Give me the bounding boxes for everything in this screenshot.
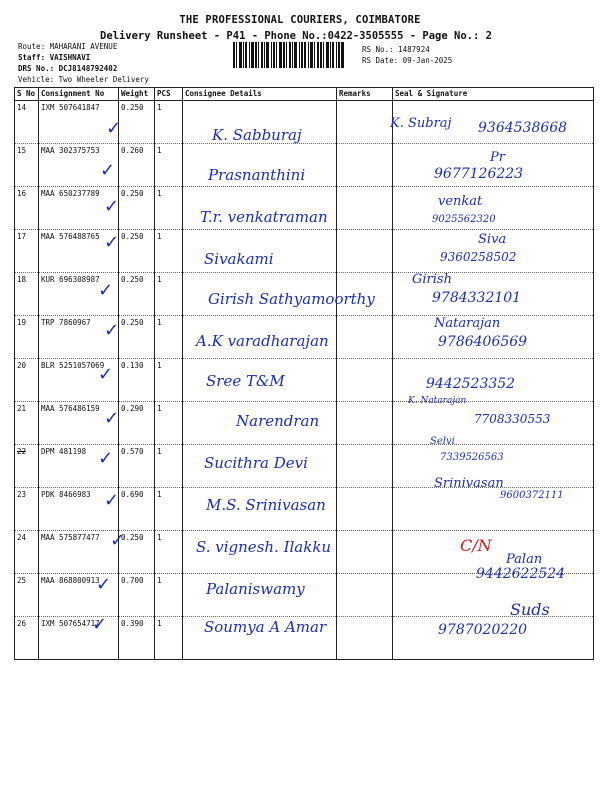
row-weight: 0.290 [119,402,155,445]
consignee-name-handwritten: K. Sabburaj [212,126,302,144]
phone-handwritten: 7708330553 [474,412,551,426]
row-weight: 0.250 [119,101,155,144]
row-remarks-cell [337,617,393,660]
row-remarks-cell [337,402,393,445]
phone-handwritten: 7339526563 [440,452,504,463]
signature-handwritten: C/N [460,536,492,555]
rs-date: RS Date: 09-Jan-2025 [362,56,453,65]
consignee-name-handwritten: Sree T&M [206,372,285,390]
row-sno: 14 [15,101,39,144]
row-sno: 15 [15,144,39,187]
row-consignment: MAA 650237789 [39,187,119,230]
col-weight-header: Weight [119,88,155,101]
row-pcs: 1 [155,273,183,316]
row-sno: 25 [15,574,39,617]
check-mark-icon: ✓ [100,160,116,181]
check-mark-icon: ✓ [104,232,120,253]
row-pcs: 1 [155,574,183,617]
phone-handwritten: 9025562320 [432,214,496,225]
row-sno: 20 [15,359,39,402]
signature-handwritten: K. Natarajan [408,396,467,406]
row-weight: 0.130 [119,359,155,402]
row-consignment: MAA 868800913 [39,574,119,617]
col-pcs-header: PCS [155,88,183,101]
consignee-name-handwritten: Sivakami [204,250,274,268]
consignee-name-handwritten: M.S. Srinivasan [206,496,326,514]
row-sno: 16 [15,187,39,230]
row-weight: 0.250 [119,187,155,230]
rs-number: RS No.: 1487924 [362,45,430,54]
runsheet-title: Delivery Runsheet - P41 - Phone No.:0422-3505555 - Page No.: 2 [100,30,492,42]
row-consignment: IXM 507641847 [39,101,119,144]
signature-handwritten: Selvi [430,436,455,447]
signature-handwritten: Srinivasan [434,476,504,491]
consignee-name-handwritten: T.r. venkatraman [200,208,328,226]
signature-handwritten: venkat [438,194,483,209]
check-mark-icon: ✓ [104,408,120,429]
vehicle-label: Vehicle: Two Wheeler Delivery [18,75,149,84]
row-pcs: 1 [155,445,183,488]
row-consignment: MAA 576488765 [39,230,119,273]
route-label: Route: MAHARANI AVENUE [18,42,118,51]
col-sno-header: S No [15,88,39,101]
phone-handwritten: 9787020220 [438,622,528,638]
row-remarks-cell [337,359,393,402]
row-remarks-cell [337,574,393,617]
row-consignment: MAA 575877477 [39,531,119,574]
row-remarks-cell [337,187,393,230]
row-pcs: 1 [155,531,183,574]
consignee-name-handwritten: S. vignesh. Ilakku [196,538,332,556]
phone-handwritten: 9600372111 [500,490,564,501]
phone-handwritten: 9784332101 [432,290,522,306]
staff-label: Staff: VAISHNAVI [18,53,91,62]
check-mark-icon: ✓ [104,196,120,217]
row-consignment: KUR 696308987 [39,273,119,316]
col-consignee-header: Consignee Details [183,88,337,101]
row-consignment: PDK 8466983 [39,488,119,531]
row-pcs: 1 [155,187,183,230]
table-header-row [15,88,594,101]
check-mark-icon: ✓ [106,118,122,139]
row-consignment: IXM 507654717 [39,617,119,660]
row-sno: 23 [15,488,39,531]
row-sno: 22 [15,445,39,488]
check-mark-icon: ✓ [98,280,114,301]
phone-handwritten: 9442523352 [426,376,516,392]
consignee-name-handwritten: Girish Sathyamoorthy [208,290,375,308]
row-sno: 26 [15,617,39,660]
row-remarks-cell [337,316,393,359]
row-sno: 21 [15,402,39,445]
consignee-name-handwritten: Soumya A Amar [204,618,327,636]
row-weight: 0.700 [119,574,155,617]
row-weight: 0.570 [119,445,155,488]
row-pcs: 1 [155,101,183,144]
row-weight: 0.250 [119,230,155,273]
row-remarks-cell [337,101,393,144]
row-sno: 19 [15,316,39,359]
row-sno: 17 [15,230,39,273]
row-pcs: 1 [155,359,183,402]
check-mark-icon: ✓ [110,530,126,551]
barcode-image [233,42,355,68]
row-consignment: MAA 302375753 [39,144,119,187]
consignee-name-handwritten: Prasnanthini [208,166,306,184]
row-pcs: 1 [155,617,183,660]
row-remarks-cell [337,144,393,187]
signature-handwritten: Suds [510,600,550,619]
row-remarks-cell [337,488,393,531]
row-remarks-cell [337,230,393,273]
signature-handwritten: Pr [490,150,505,165]
check-mark-icon: ✓ [104,320,120,341]
row-weight: 0.250 [119,531,155,574]
row-consignment: DPM 481198 [39,445,119,488]
check-mark-icon: ✓ [96,574,112,595]
row-consignment: BLR 5251057069 [39,359,119,402]
check-mark-icon: ✓ [98,448,114,469]
drs-number: DRS No.: DCJ8148792402 [18,64,118,73]
check-mark-icon: ✓ [98,364,114,385]
row-weight: 0.250 [119,316,155,359]
consignee-name-handwritten: Sucithra Devi [204,454,308,472]
row-pcs: 1 [155,402,183,445]
row-pcs: 1 [155,488,183,531]
row-remarks-cell [337,445,393,488]
signature-handwritten: Siva [478,232,507,247]
consignee-name-handwritten: Palaniswamy [206,580,305,598]
signature-handwritten: Palan [506,552,543,567]
phone-handwritten: 9360258502 [440,250,517,264]
row-weight: 0.690 [119,488,155,531]
signature-handwritten: K. Subraj [390,116,452,131]
phone-handwritten: 9786406569 [438,334,528,350]
row-weight: 0.250 [119,273,155,316]
row-weight: 0.390 [119,617,155,660]
row-remarks-cell [337,531,393,574]
check-mark-icon: ✓ [92,614,108,635]
col-seal-header: Seal & Signature [393,88,594,101]
row-pcs: 1 [155,230,183,273]
row-weight: 0.260 [119,144,155,187]
row-consignment: MAA 576486159 [39,402,119,445]
col-consignment-header: Consignment No [39,88,119,101]
consignee-name-handwritten: Narendran [236,412,320,430]
row-sno: 24 [15,531,39,574]
phone-handwritten: 9442622524 [476,566,566,582]
col-remarks-header: Remarks [337,88,393,101]
company-title: THE PROFESSIONAL COURIERS, COIMBATORE [179,14,421,26]
phone-handwritten: 9677126223 [434,166,524,182]
row-sno: 18 [15,273,39,316]
signature-handwritten: Girish [412,272,452,287]
row-pcs: 1 [155,144,183,187]
row-consignment: TRP 7860967 [39,316,119,359]
row-pcs: 1 [155,316,183,359]
phone-handwritten: 9364538668 [478,120,568,136]
signature-handwritten: Natarajan [434,316,501,331]
consignee-name-handwritten: A.K varadharajan [196,332,329,350]
check-mark-icon: ✓ [104,490,120,511]
